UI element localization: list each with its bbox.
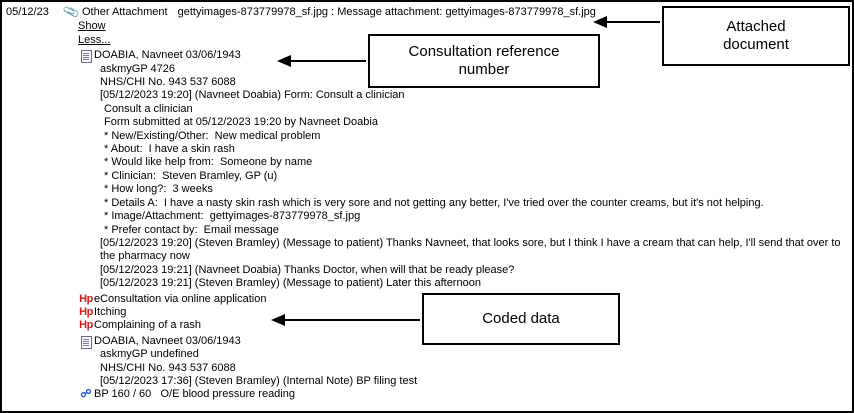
form-field-image-attachment: * Image/Attachment: gettyimages-873779978_sf.jpg <box>104 210 361 223</box>
form-submitted-line: Form submitted at 05/12/2023 19:20 by Navneet Doabia <box>104 116 378 129</box>
show-less-link[interactable]: Show Less... <box>78 20 111 46</box>
annotation-consultation-reference <box>368 34 600 88</box>
annotation-coded-label: Coded data <box>482 310 560 327</box>
blood-pressure-value: BP 160 / 60 O/E blood pressure reading <box>94 388 295 401</box>
hp-coded-icon: Hp <box>79 292 93 305</box>
patient-name-line: DOABIA, Navneet 03/06/1943 <box>94 49 241 62</box>
askmygp-reference-line: askmyGP 4726 <box>100 62 176 75</box>
askmygp-reference-line: askmyGP undefined <box>100 348 199 361</box>
coded-data-label: Complaining of a rash <box>94 319 202 332</box>
annotation-attached-line2: document <box>723 36 789 53</box>
message-line-1: [05/12/2023 19:20] (Steven Bramley) (Message to patient) Thanks Navneet, that looks sore, but I think I have a cream that can help, I'll send that over to the pharmacy now <box>100 236 841 263</box>
annotation-consult-line1: Consultation reference <box>408 43 560 60</box>
form-field-prefer-contact: * Prefer contact by: Email message <box>104 223 279 236</box>
blood-pressure-icon: ☍ <box>80 388 92 401</box>
annotation-arrow-coded <box>284 319 420 321</box>
attachment-description: gettyimages-873779978_sf.jpg : Message attachment: gettyimages-873779978_sf.jpg <box>177 6 596 18</box>
nhs-number-line: NHS/CHI No. 943 537 6088 <box>100 361 236 374</box>
patient-name-line: DOABIA, Navneet 03/06/1943 <box>94 334 241 347</box>
paperclip-icon: 📎 <box>61 2 81 22</box>
message-line-3: [05/12/2023 19:21] (Steven Bramley) (Message to patient) Later this afternoon <box>100 277 481 290</box>
nhs-number-line: NHS/CHI No. 943 537 6088 <box>100 76 236 89</box>
form-field-help-from: * Would like help from: Someone by name <box>104 156 313 169</box>
form-field-about: * About: I have a skin rash <box>104 143 235 156</box>
annotation-coded-data <box>422 293 620 345</box>
annotation-attached-line1: Attached <box>726 18 786 35</box>
form-field-details: * Details A: I have a nasty skin rash which is very sore and not getting any better, I've tried over the counter creams, but it's not helping. <box>104 196 764 209</box>
attachment-type-label: Other Attachment <box>82 6 168 18</box>
annotation-consult-line2: number <box>458 61 510 78</box>
document-icon <box>78 335 94 348</box>
coded-data-label: eConsultation via online application <box>94 292 267 305</box>
blood-pressure-row[interactable] <box>4 388 850 401</box>
annotation-attached-document <box>662 6 850 66</box>
hp-coded-icon: Hp <box>79 319 93 332</box>
form-field-how-long: * How long?: 3 weeks <box>104 183 213 196</box>
internal-note-line: [05/12/2023 17:36] (Steven Bramley) (Internal Note) BP filing test <box>100 374 418 387</box>
message-line-2: [05/12/2023 19:21] (Navneet Doabia) Thanks Doctor, when will that be ready please? <box>100 263 515 276</box>
form-header-line: [05/12/2023 19:20] (Navneet Doabia) Form: Consult a clinician <box>100 89 405 102</box>
annotation-arrow-attached <box>606 21 660 23</box>
document-icon <box>78 49 94 62</box>
form-title-line: Consult a clinician <box>104 102 193 115</box>
entry-date: 05/12/23 <box>6 6 49 18</box>
coded-data-label: Itching <box>94 305 127 318</box>
hp-coded-icon: Hp <box>79 305 93 318</box>
form-field-clinician: * Clinician: Steven Bramley, GP (u) <box>104 169 278 182</box>
form-field-new-existing: * New/Existing/Other: New medical problem <box>104 129 321 142</box>
annotation-arrow-consult <box>290 60 366 62</box>
